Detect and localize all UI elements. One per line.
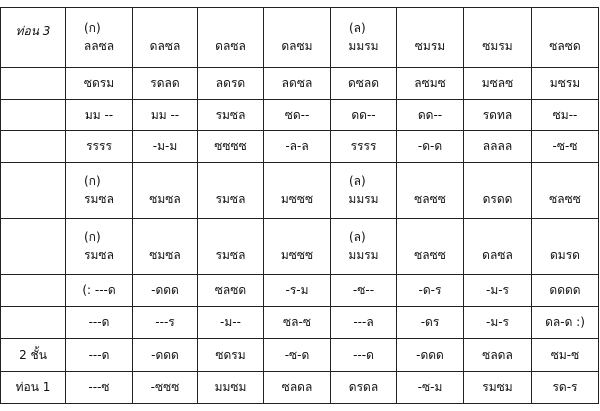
note-cell — [133, 275, 198, 307]
note-cell — [133, 8, 198, 68]
note-text: ---ด — [88, 347, 110, 362]
note-text: มมรม — [348, 38, 379, 53]
note-cell — [66, 219, 133, 275]
note-text: ---ร — [155, 315, 175, 329]
note-cell — [464, 163, 532, 219]
phrase-marker — [464, 172, 531, 190]
note-cell-stack — [532, 172, 598, 208]
note-text: มม -- — [150, 107, 180, 122]
note-cell — [331, 68, 397, 100]
note-cell-stack — [66, 228, 132, 264]
note-cell — [464, 131, 532, 163]
notation-row — [1, 68, 599, 100]
note-text: รมซล — [215, 191, 246, 206]
note-cell — [397, 131, 464, 163]
note-cell — [397, 339, 464, 372]
note-text: มซรม — [549, 76, 581, 90]
note-cell — [397, 163, 464, 219]
note-text: (: ---ด — [82, 283, 116, 297]
note-cell — [532, 131, 599, 163]
notation-row — [1, 131, 599, 163]
note-cell — [66, 68, 133, 100]
note-text: มซซซ — [280, 191, 314, 206]
note-cell-stack — [133, 228, 197, 264]
note-cell — [397, 219, 464, 275]
note-cell — [532, 8, 599, 68]
note-text: -ม-- — [220, 315, 241, 329]
note-text: มซซซ — [280, 247, 314, 262]
section-label-line1: 2 ชั้น — [19, 347, 47, 362]
note-text: มม -- — [84, 107, 114, 122]
note-cell — [264, 131, 331, 163]
note-text: ลซมซ — [414, 76, 446, 90]
note-text: ดดดด — [549, 283, 581, 297]
note-text: รมซม — [482, 380, 513, 394]
note-text: -ดร — [420, 315, 440, 329]
phrase-marker: (ก) — [84, 20, 101, 35]
note-cell — [133, 100, 198, 131]
note-cell — [331, 131, 397, 163]
note-cell — [133, 219, 198, 275]
note-cell — [66, 100, 133, 131]
note-cell — [397, 68, 464, 100]
phrase-marker — [397, 172, 463, 190]
note-text: ดลซล — [482, 247, 513, 262]
note-cell-stack — [331, 228, 396, 264]
note-text: -ม-ร — [485, 315, 509, 329]
note-text: ซล-ซ — [283, 315, 311, 329]
phrase-marker — [198, 19, 263, 37]
note-cell — [464, 307, 532, 339]
note-cell — [331, 219, 397, 275]
note-text: ซลซซ — [549, 191, 581, 206]
note-cell — [264, 339, 331, 372]
phrase-marker — [133, 19, 197, 37]
notation-row — [1, 219, 599, 275]
note-cell — [331, 100, 397, 131]
note-text: ซด-- — [284, 107, 310, 122]
note-cell-stack — [66, 172, 132, 208]
note-cell — [66, 307, 133, 339]
note-cell — [264, 372, 331, 404]
phrase-marker — [397, 19, 463, 37]
note-text: รมซล — [215, 107, 246, 122]
note-cell — [198, 307, 264, 339]
note-cell-stack — [133, 172, 197, 208]
note-text: ซซซซ — [214, 139, 247, 153]
note-cell — [464, 8, 532, 68]
note-cell — [133, 163, 198, 219]
note-cell — [532, 163, 599, 219]
note-cell — [264, 275, 331, 307]
note-cell-stack — [532, 228, 598, 264]
note-text: ลดรด — [215, 76, 246, 90]
note-cell — [66, 8, 133, 68]
note-text: -ด-ด — [417, 139, 443, 153]
empty-label-cell — [1, 131, 66, 163]
notation-row — [1, 307, 599, 339]
note-text: รด-ร — [552, 380, 578, 394]
note-cell — [331, 372, 397, 404]
notation-row — [1, 275, 599, 307]
note-text: รรรร — [86, 139, 112, 153]
note-cell — [198, 372, 264, 404]
note-text: ซมซล — [149, 247, 181, 262]
note-text: รดทล — [482, 107, 513, 122]
note-text: ซลซซ — [414, 191, 446, 206]
note-text: ซลซด — [549, 38, 581, 53]
note-cell — [198, 131, 264, 163]
note-cell-stack — [397, 172, 463, 208]
phrase-marker — [198, 228, 263, 246]
note-cell — [331, 307, 397, 339]
note-text: ดด-- — [417, 107, 443, 122]
note-cell — [331, 163, 397, 219]
notation-body — [1, 8, 599, 404]
note-cell-stack — [264, 228, 330, 264]
section-label-cell — [1, 339, 66, 372]
note-cell — [464, 68, 532, 100]
note-text: มมรม — [348, 247, 379, 262]
note-text: ดล-ด :) — [545, 315, 585, 329]
note-text: ดลซม — [281, 38, 313, 53]
note-cell-stack — [464, 172, 531, 208]
note-text: -ซซซ — [150, 380, 180, 394]
note-cell — [264, 163, 331, 219]
note-cell — [66, 372, 133, 404]
phrase-marker: (ก) — [84, 229, 101, 244]
note-cell — [133, 339, 198, 372]
empty-label-cell — [1, 163, 66, 219]
note-cell — [532, 339, 599, 372]
note-cell — [264, 307, 331, 339]
note-text: มมซม — [214, 380, 247, 394]
phrase-marker — [264, 172, 330, 190]
note-cell-stack — [464, 19, 531, 55]
phrase-marker — [264, 228, 330, 246]
notation-row — [1, 8, 599, 68]
note-cell — [397, 307, 464, 339]
note-cell — [331, 339, 397, 372]
note-cell — [331, 8, 397, 68]
note-cell-stack — [198, 228, 263, 264]
note-text: ซมรม — [482, 38, 513, 53]
section-label-cell — [1, 372, 66, 404]
note-text: ซดรม — [215, 347, 246, 362]
note-text: -ร-ม — [285, 283, 309, 297]
phrase-marker — [198, 172, 263, 190]
note-cell — [532, 372, 599, 404]
note-cell-stack — [331, 172, 396, 208]
note-text: -ม-ร — [485, 283, 509, 297]
note-cell — [397, 372, 464, 404]
note-cell — [532, 219, 599, 275]
phrase-marker — [532, 228, 598, 246]
note-cell — [397, 8, 464, 68]
note-cell — [66, 275, 133, 307]
notation-row — [1, 100, 599, 131]
note-text: ดรดล — [348, 380, 379, 394]
phrase-marker: (ล) — [349, 229, 366, 244]
note-cell — [198, 275, 264, 307]
note-cell — [133, 307, 198, 339]
note-text: ลลลล — [482, 139, 513, 153]
note-text: ซดรม — [83, 76, 115, 90]
note-cell — [133, 372, 198, 404]
note-text: ดมรด — [550, 247, 580, 262]
note-text: ดด-- — [351, 107, 376, 122]
note-text: ลลซล — [83, 38, 115, 53]
note-text: ซลซด — [214, 283, 247, 297]
section-label-cell — [1, 8, 66, 68]
note-text: ซมรม — [414, 38, 446, 53]
note-text: -ม-ม — [152, 139, 178, 153]
phrase-marker — [464, 19, 531, 37]
note-cell — [198, 163, 264, 219]
note-cell-stack — [66, 19, 132, 55]
note-cell-stack — [198, 19, 263, 55]
note-text: -ด-ร — [418, 283, 442, 297]
note-text: ดรดด — [482, 191, 513, 206]
notation-row — [1, 163, 599, 219]
note-text: ดลซล — [215, 38, 246, 53]
phrase-marker — [264, 19, 330, 37]
note-text: รรรร — [350, 139, 377, 153]
note-cell-stack — [133, 19, 197, 55]
empty-label-cell — [1, 275, 66, 307]
note-cell — [264, 100, 331, 131]
phrase-marker — [464, 228, 531, 246]
phrase-marker — [532, 19, 598, 37]
note-text: ซมซล — [149, 191, 181, 206]
note-text: -ล-ล — [285, 139, 309, 153]
note-text: -ดดด — [416, 347, 444, 362]
note-cell — [198, 68, 264, 100]
phrase-marker — [397, 228, 463, 246]
note-cell — [264, 8, 331, 68]
phrase-marker — [133, 172, 197, 190]
note-cell — [133, 68, 198, 100]
note-text: ---ซ — [88, 380, 110, 394]
note-text: มซลซ — [481, 76, 514, 90]
note-cell — [331, 275, 397, 307]
note-cell — [133, 131, 198, 163]
note-text: ลดซล — [281, 76, 313, 90]
note-cell-stack — [464, 228, 531, 264]
note-cell — [464, 219, 532, 275]
note-text: -ซ-ด — [284, 347, 310, 362]
note-cell — [464, 372, 532, 404]
note-text: ซลดล — [281, 380, 313, 394]
note-text: รมซล — [215, 247, 246, 262]
note-cell-stack — [331, 19, 396, 55]
phrase-marker: (ล) — [349, 20, 366, 35]
note-cell — [397, 275, 464, 307]
note-text: รดลด — [150, 76, 180, 90]
note-cell — [264, 219, 331, 275]
empty-label-cell — [1, 219, 66, 275]
note-cell — [198, 339, 264, 372]
note-text: -ดดด — [151, 283, 179, 297]
note-cell — [464, 339, 532, 372]
empty-label-cell — [1, 307, 66, 339]
note-cell — [464, 275, 532, 307]
note-text: -ซ-- — [352, 283, 375, 297]
note-cell — [66, 339, 133, 372]
notation-row — [1, 372, 599, 404]
note-cell — [198, 8, 264, 68]
note-text: ดซลด — [347, 76, 380, 90]
note-cell-stack — [264, 172, 330, 208]
note-cell-stack — [397, 228, 463, 264]
note-cell-stack — [198, 172, 263, 208]
note-text: ซม-ซ — [550, 347, 580, 362]
empty-label-cell — [1, 68, 66, 100]
note-text: ดลซล — [149, 38, 181, 53]
note-cell — [66, 131, 133, 163]
note-cell — [198, 219, 264, 275]
note-text: รมซล — [84, 191, 114, 206]
note-text: รมซล — [84, 247, 114, 262]
note-text: ซลดล — [482, 347, 513, 362]
phrase-marker — [133, 228, 197, 246]
note-cell-stack — [264, 19, 330, 55]
empty-label-cell — [1, 100, 66, 131]
note-cell-stack — [397, 19, 463, 55]
note-cell — [464, 100, 532, 131]
note-cell — [66, 163, 133, 219]
phrase-marker: (ก) — [84, 173, 101, 188]
note-cell-stack — [532, 19, 598, 55]
note-cell — [264, 68, 331, 100]
section-label: ท่อน 3 — [15, 24, 51, 38]
note-text: ---ล — [353, 315, 374, 329]
note-text: -ซ-ซ — [552, 139, 578, 153]
note-text: ---ด — [353, 347, 374, 362]
note-text: ซลซซ — [414, 247, 446, 262]
music-notation-table — [0, 7, 599, 404]
note-cell — [198, 100, 264, 131]
note-cell — [532, 68, 599, 100]
note-text: ---ด — [88, 315, 110, 329]
phrase-marker — [532, 172, 598, 190]
note-text: -ดดด — [151, 347, 179, 362]
phrase-marker: (ล) — [349, 173, 366, 188]
note-text: มมรม — [348, 191, 379, 206]
section-label-line2: ท่อน 1 — [15, 380, 51, 394]
note-cell — [532, 100, 599, 131]
note-cell — [532, 275, 599, 307]
note-cell — [397, 100, 464, 131]
note-text: ซม-- — [552, 107, 578, 122]
notation-row — [1, 339, 599, 372]
note-text: -ซ-ม — [417, 380, 443, 394]
note-cell — [532, 307, 599, 339]
